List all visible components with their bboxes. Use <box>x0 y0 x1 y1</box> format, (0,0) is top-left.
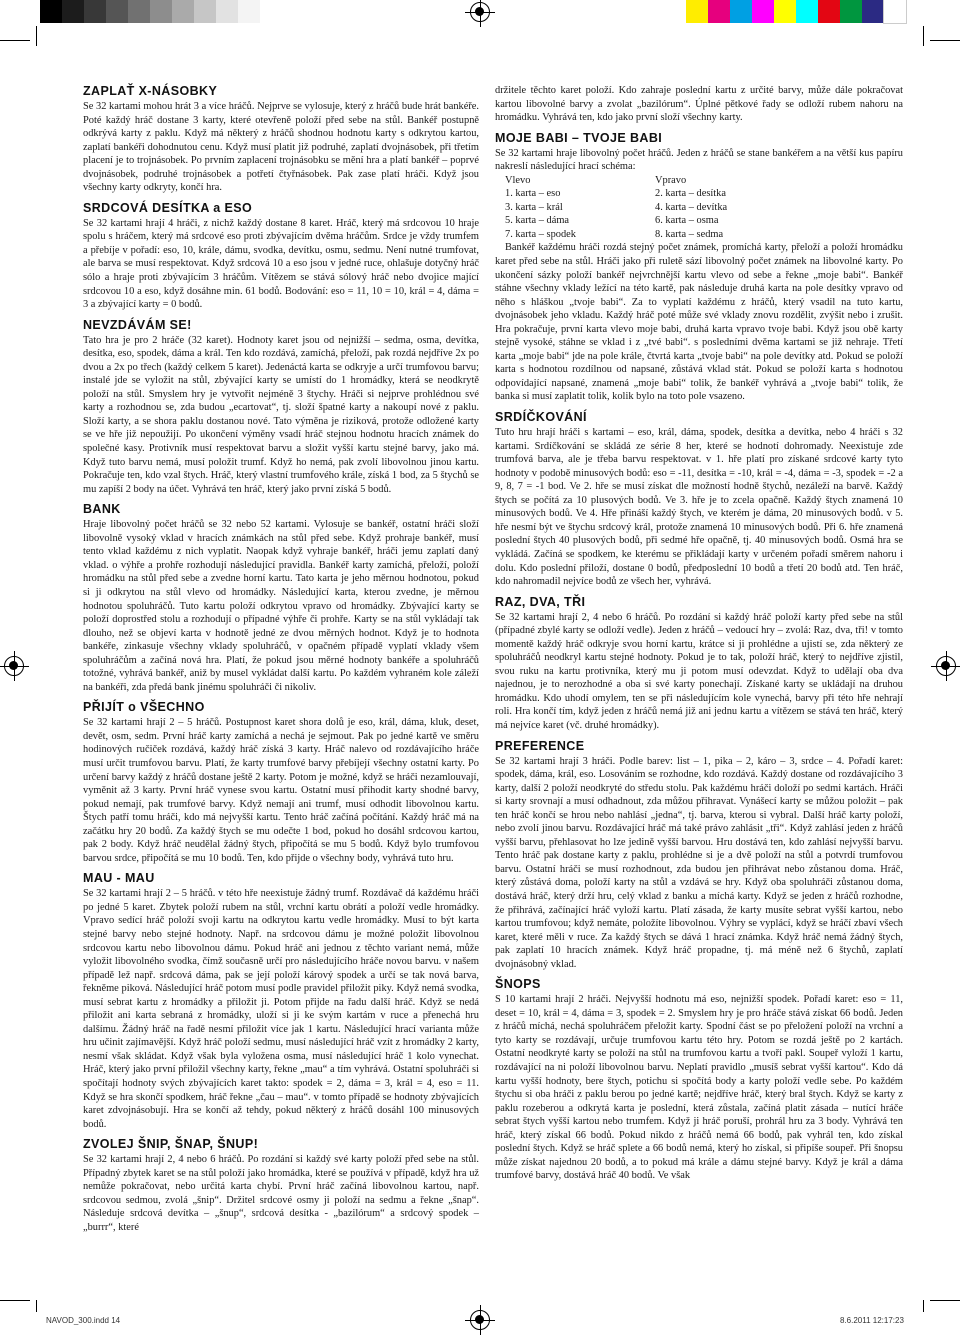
scheme-cell: 2. karta – desítka <box>655 188 726 200</box>
crop-mark <box>930 1300 960 1301</box>
scheme-cell: 3. karta – král <box>505 201 563 213</box>
section-title: ŠNOPS <box>495 977 541 992</box>
crop-mark <box>923 1300 924 1312</box>
paragraph: Tuto hru hrají hráči s kartami – eso, král, dáma, spodek, desítka a devítka, nebo 4 hráči s 32 kartami. Srdíčkování se skládá ze série 8 her, které se hodnotí dohromady. Neexistuje zde trumfová barva, ale je třeba barvu respektovat. v 1. hře platí pro získané srdcové karty tyto hodnoty v podobě minusových bodů: eso = -11, desítka = -10, král = -4, dáma = -3, spodek = -2 a 9, 8, 7 = -1 bod. Ve 2. hře se musí získat dle možností hodně štychů, nezáleží na barvě. Každý štych se počítá za 10 plusových bodů. Ve 3. hře je to zcela opačně. Každý štych znamená 10 minusových bodů. Ve 4. Hře přináší každý štych, ve kterém je dáma, 20 minusových bodů. v 5. hře nesmí být ve štychu srdcový král, protože znamená 10 minusových bodů. Při 6. hře znamená poslední štych 40 plusových bodů, při sedmé hře opačně, tj. 40 minusových bodů. Osmá hra se vykládá. Začíná se spodkem, ke kterému se přikládají karty v určeném pořadí směrem nahoru i dolu. Kdo poslední přiloží, dostane 0 bodů, předposlední 10 bodů a třetí 20 bodů atd. Ten hráč, kdo nahromadil nejvíce bodů ze všech her, vyhrává. <box>495 427 903 588</box>
color-swatch <box>752 0 774 23</box>
gray-swatch <box>238 0 260 23</box>
registration-mark-right <box>936 656 956 676</box>
paragraph: Se 32 kartami hrají 2, 4 nebo 6 hráčů. Po rozdání si každý hráč položí karty před sebe na stůl (případné zbylé karty se odloží vedle). Jeden z hráčů – vedoucí hry – zvolá: Raz, dva, tři! v tomto momentě každý hráč odkryje svou horní kartu, krátce si ji prohlédne a ujistí se, zda některý ze spoluhráčů neodkryl kartu stejné hodnoty. Pokud je to tak, položí hráč, který to nejdříve zjistil, svou ruku na kartu protivníka, který mu ji potom musí odevzdat. Když to udělají oba dva najednou, je to nerozhodné a oba si své karty ponechají. Získané karty se ukládají na druhou hromádku. Kdo uhodí omylem, ten se při následujícím kole vynechá, barvy při této hře nehrají roli. Hra končí tím, když jeden z hráčů nemá již ani jednu kartu a vítězem se stává ten hráč, který má nejvíce karet (vč. druhé hromádky). <box>495 611 903 731</box>
registration-mark-top <box>470 2 490 22</box>
paragraph: S 10 kartami hrají 2 hráči. Nejvyšší hodnotu má eso, nejnižší spodek. Pořadí karet: eso = 11, deset = 10, král = 4, dáma = 3, spodek = 2. Smyslem hry je pro hráče stává získat 66 bodů. Jeden z hráčů míchá, nechá spoluhráčem přeložit karty. Spodní část se po přeložení položí na vrchní a tyto karty se rozdávají, určuje trumfovou kartu této hry. Potom se rozdá ještě po 2 kartách. Ostatní neodkryté karty se položí na stůl na trumfovou kartu a tvoří pakl. Soupeř vyloží 1 kartu, rozdávající na ni položí libovolnou barvu. Neplatí pravidlo „musíš sebrat vyšší kartou“. Kdo dá kartu vyšší hodnoty, bere štych, potichu si spočítá body a karty položí vedle sebe. Po každém štychu si oba hráči z paklu berou po jedné kartě; nejdříve hráč, který bral štych. Když se karty z paklu rozeberou a odkrytá karta je poslední, která zůstala, začíná platit zásada – nutící hráče sebrat štych vyšší kartou nebo trumfem. Když ji hráč poruší, prohrál hru za 3 body. Vyhrává ten hráč, který získal 66 bodů. Pokud nikdo z hráčů nemá 66 bodů, pak vyhrál ten, kdo získal poslední štych. Když se hráč splete a 66 bodů nemá, který ho získal, si připíše soupeř. Při šnopsu může získat najednou 20 bodů, a to pokud má krále a dámu stejné barvy. Když je král a dáma trumfové barvy, dostává hráč 40 bodů. Ve však <box>495 994 903 1182</box>
registration-mark-left <box>4 656 24 676</box>
scheme-cell: 5. karta – dáma <box>505 215 570 227</box>
paragraph: Se 32 kartami hrají 2 – 5 hráčů. Postupnost karet shora dolů je eso, král, dáma, kluk, deset, devět, osm, sedm. První hráč karty zamíchá a nechá je sejmout. Pak po jedné kartě ve směru hodinových ručiček rozdává, každý hráč získá 3 karty. Hráč nalevo od rozdávajícího hráče musí určit trumfovou barvu. Platí, že karty trumfové barvy přebíjejí všechny ostatní karty. Po určení barvy každý z hráčů dostane ještě 2 karty. Potom je možné, když se hráči nezamlouvají, vyměnit až 3 karty. První hráč vynese svou kartu. Ostatní musí přihodit karty shodné barvy, pokud nemají, pak trumfové barvy. Když nemají ani trumf, musí odhodit libovolnou kartu. Štych patří tomu hráči, kdo má nejvyšší kartu. Tento hráč začíná počítání. Každý hráč má na začátku hry 20 bodů. Za každý štych se mu odečte 1 bod, pokud ho dosáhl srdcovou kartou, pak 2 body. Když hráč neudělal žádný štych, připočítá se mu 5 bodů. Když bylo trumfovou barvou srdce, připočítá se mu 10 bodů. Ten, kdo přijde o všechny body, vyhrává tuto hru. <box>83 717 479 864</box>
paragraph: Se 32 kartami hrají 2 – 5 hráčů. v této hře neexistuje žádný trumf. Rozdávač dá každému hráči po jedné 5 karet. Zbytek položí rubem na stůl, vrchní kartu obrátí a položí vedle hromádky. Vpravo sedící hráč položí svoji kartu na odkrytou kartu vedle hromádky. Musí to být karta stejné barvy nebo stejné hodnoty. Např. na srdcovou dámu je možné položit libovolnou srdcovou kartu nebo libovolnou dámu. Pokud hráč ani jednou z těchto variant nemá, může vyložit libovolného svodka, čímž současně určí pro následujícího hráče novou barvu. v našem případě lež např. srdcová dáma, pak se její položí kárový spodek a určí se tak nová barva, řekněme piková. Následující hráč potom musí podle pravidel přiložit piky. Když nemá svodka, musí sebrat kartu z hromádky a přiložit ji. Potom přijde na řadu další hráč. Když se nedá přiložit ani karta sebraná z hromádky, uloží si ji ke svým kartám v ruce a přenechá hru dalšímu. Žádný hráč na řadě nesmí přiložit více jak 1 kartu. Následující hrací varianta může hru učinit zajímavější. Když hráč položí sedmu, musí následující hráč vzít z hromádky 2 karty, nesmí však skládat. Když však byla vyložena osma, musí následující hráč 1 kolo vynechat. Hráč, který jako první přiložil všechny karty, řekne „mau“ a tím vyhrává. Ostatní spoluhráči si spočítají hodnoty svých zbývajících karet takto: spodek = 2, dáma = 3, král = 4, eso = 11. Když se hra skončí spodkem, hráč řekne „čau – mau“. v tomto případě se hodnoty zbývajících karet zdvojnásobují. Hra se končí až tehdy, pokud některý z hráčů dosáhl 100 minusových bodů. <box>83 888 479 1130</box>
section-title: RAZ, DVA, TŘI <box>495 594 586 609</box>
gray-swatch <box>172 0 194 23</box>
gray-swatch <box>106 0 128 23</box>
crop-mark <box>930 40 960 41</box>
paragraph: Se 32 kartami hrají 4 hráči, z nichž každý dostane 8 karet. Hráč, který má srdcovou 10 hraje spolu s hráčem, který má srdcové eso proti zbývajícím dvěma hráčům. Srdce je vždy trumfem a přebíje v pořadí: eso, 10, krále, dámu, svodka, devítku, osmu, sedmu. Není nutné trumfovat, ale barva se musí respektovat. Když srdcová 10 a eso jsou v jedné ruce, ohlašuje dotyčný hráč sólo a hraje proti zbývajícím 3 hráčům. Vítězem se stává sólový hráč nebo dvojice mající srdcovou 10 a eso, když dosáhne min. 61 bodů. Bodování: eso = 11, 10 = 10, král = 4, dáma = 3 a zbývající karty = 0 bodů. <box>83 217 479 311</box>
section-title: PREFERENCE <box>495 738 585 753</box>
gray-swatch <box>150 0 172 23</box>
date-slug: 8.6.2011 12:17:23 <box>840 1316 904 1325</box>
paragraph: Hraje libovolný počet hráčů se 32 nebo 52 kartami. Vylosuje se bankéř, ostatní hráči složí libovolně vysoký vklad v hracích známkách na stůl před sebe. Když prohraje bankéř, musí tento vklad každému z nich vyplatit. Naopak když vyhraje bankéř, hráči jemu zaplatí daný vklad. o výhře a prohře rozhodují následující pravidla. Bankéř karty zamíchá, přeloží, položí hromádku na stůl před sebe a zvedne horní kartu. Tato karta je jeho měrnou hodnotou, pokud si ji odkrytou na stůl vlevo od hromádky. Následující karta, kterou zvedne, je měrnou hodnotou spoluhráčů. Tuto kartu položí odkrytou vpravo od hromádky. Zbývající karty se položí doprostřed stolu a rozhodují o případné výhře či prohře. Karty se na stůl vykládají tak dlouho, než se objeví karta v hodnotě jedné ze dvou měrných hodnot. Když je to hodnota bankéře, zinkasuje všechny vklady spoluhráčů, v opačném případě vyplatí vklady všem spoluhráčům a začíná nová hra. Platí, že pokud jsou měrné hodnoty bankéře a spoluhráčů totožné, vyhrává bankéř, aniž by musel vykládat další kartu. Po každém vyhraném kole záleží na bankéři, zda předá bank jinému spoluhráči či nikoliv. <box>83 519 479 693</box>
scheme-cell: 6. karta – osma <box>655 215 719 227</box>
section-title: MOJE BABI – TVOJE BABI <box>495 130 663 145</box>
color-swatch <box>774 0 796 23</box>
left-column <box>83 84 479 1234</box>
section-title: MAU - MAU <box>83 871 155 886</box>
paragraph: držitele těchto karet položí. Kdo zahraje poslední kartu z určité barvy, může dále pokračovat kartou libovolné barvy a zvolat „bazilórum“. Úplné pětkové řady se odloží rubem nahoru na hromádku. Vyhrává ten, kdo jako první složí všechny karty. <box>495 85 903 124</box>
color-swatch <box>686 0 708 23</box>
section-title: NEVZDÁVÁM SE! <box>83 317 192 332</box>
scheme-cell: 1. karta – eso <box>505 188 561 200</box>
crop-mark <box>36 26 37 46</box>
paragraph: Se 32 kartami hraje libovolný počet hráčů. Jeden z hráčů se stane bankéřem a na větší kus papíru nakreslí následující hrací schéma: <box>495 147 903 173</box>
color-swatch <box>840 0 862 23</box>
file-slug: NAVOD_300.indd 14 <box>46 1316 121 1325</box>
scheme-cell: 4. karta – devítka <box>655 201 728 213</box>
color-swatch <box>818 0 840 23</box>
gray-swatch <box>194 0 216 23</box>
crop-mark <box>0 1300 30 1301</box>
color-swatch <box>708 0 730 23</box>
color-swatch <box>862 0 884 23</box>
registration-mark-bottom <box>470 1310 490 1330</box>
color-swatch <box>730 0 752 23</box>
section-title: BANK <box>83 502 121 517</box>
color-swatch <box>796 0 818 23</box>
gray-swatch <box>216 0 238 23</box>
gray-swatch <box>40 0 62 23</box>
paragraph: Se 32 kartami hrají 2, 4 nebo 6 hráčů. Po rozdání si každý své karty položí před sebe na stůl. Případný zbytek karet se na stůl položí jako hromádka, které se používá v případě, když hra už nemůže pokračovat, nebo určitá karta chybí. První hráč začíná libovolnou kartou, např. srdcovou sedmou, zvolá „šnip“. Držitel srdcové osmy ji položí na sedmu a řekne „šnap“. Následuje srdcová devítka – „šnup“, srdcová desítka - „bazilórum“ a srdcový spodek – „burrr“, které <box>83 1154 479 1233</box>
section-title: ZVOLEJ ŠNIP, ŠNAP, ŠNUP! <box>83 1137 259 1152</box>
gray-swatch <box>84 0 106 23</box>
gray-swatch <box>62 0 84 23</box>
section-title: SRDCOVÁ DESÍTKA a ESO <box>83 200 253 215</box>
scheme-head-left: Vlevo <box>505 174 531 186</box>
section-title: PŘIJÍT o VŠECHNO <box>83 700 205 715</box>
crop-mark <box>36 1300 37 1312</box>
paragraph: Se 32 kartami mohou hrát 3 a více hráčů. Nejprve se vylosuje, který z hráčů bude hrát bankéře. Poté každý hráč dostane 3 karty, které otevřeně položí před sebe na stůl. Bankéř postupně odkrývá karty z paklu. Když má některý z hráčů shodnou hodnotu karty s odkrytou kartou, zaplatí bankéři dohodnutou cenu. Když musí platit již podruhé, zaplatí dvojnásobek, při třetím placení je to trojnásobek. Po prvním zaplacení trojnásobku se mění hra a platí bankéř – poprvé dvojnásobek, podruhé trojnásobek a potřetí čtyřnásobek. Pak zase platí hráči. Když jsou všechny karty odkryty, končí hra. <box>83 101 479 194</box>
paragraph: Bankéř každému hráči rozdá stejný počet známek, promíchá karty, přeloží a položí hromádku karet před sebe na stůl. Hráči jako při ruletě sází libovolný počet známek na libovolné karty. Po ukončení sázky položí bankéř nejvrchnější kartu vlevo od sebe a řekne „moje babi“. Bankéř stáhne všechny vklady ležící na této kartě, pak následuje druhá karta na pole desítky vpravo od něho s hláškou „tvoje babi“. Za to vyplatí každému z hráčů, který vsadil na tuto kartu, dvojnásobek jeho vkladu. Každý hráč poté může své vklady znovu rozdělit, zvýšit nebo i zrušit. Hra pokračuje, první karta vlevo moje babi, druhá karta vpravo tvoje babi. Když jsou obě karty stejně vysoké, stáhne se vklad i z „tvé babi“. s posledními dvěma kartami se již nehraje. Třetí karta „moje babi“ jde na pole krále, čtvrtá karta „tvoje babi“ na pole devítky atd. Pokud se položí karta s hodnotou rozdílnou od napsané, zůstává vklad stát. Pokud se položí karta s hodnotou odpovídající napsané, znamená „moje babi“ tolik, že bankéř vyhrává a „tvoje babi“ tolik, že banka si musí zaplatit tolik, kolik bylo na toto pole vsazeno. <box>495 242 903 403</box>
crop-mark <box>923 26 924 46</box>
paragraph: Se 32 kartami hrají 3 hráči. Podle barev: list – 1, pika – 2, káro – 3, srdce – 4. Pořadí karet: spodek, dáma, král, eso. Losováním se rozhodne, kdo rozdává. Každý dostane od rozdávajícího 3 karty, další 2 položí neodkryté do středu stolu. Pak každému hráči doloží po sedmi kartách. Hráči si karty srovnají a musí odhadnout, zda můžou přihravat. Vynášecí karty se můžou položit – pak ten hráč končí se hrou nebo nahlásí „jedna“, tj. barva, kterou si vybral. Další hráč karty položí, nebo zvolí jinou barvu. Rozdávající hráč má také právo zahlásit „tři“. Když zahlásí jeden z hráčů vyšší barvu, přehlasovat ho lze jedině vyšší barvou. Hru dostává ten, kdo zahlásí nejvyšší barvu. Tento hráč pak dostane karty z paklu, prohlédne si je a dvě položí na stůl a potvrdí trumfovou barvu. Ostatní hráči se musí rozhodnout, zda budou jen přihrávat nebo zůstanou doma. Hráč, který zůstává doma, položí karty na stůl a vzdává se hry. Když oba spoluhráči zůstanou doma, dostává hráč, který drží hru, celý vklad z banku a míchá karty. Když se jeden z hráčů rozhodne, že přihrává, začínající hráč vyloží kartu. Platí zásada, že karty musíte sebrat vyšší kartou, nebo kartou trumfovou; když nemáte, položíte libovolnou. Výhry se vyplácí, když se hráčí zbaví všech karet, které měli v ruce. Za každý štych se dává 1 hrací známka. Když hráč nemá žádný štych, pak zaplatí 10 hracích známek. Když hráč propadne, tj. má méně než 6 štychů, zaplatí dvojnásobný vklad. <box>495 755 903 970</box>
scheme-head-right: Vpravo <box>655 174 687 186</box>
color-swatch <box>884 0 906 23</box>
gray-swatch <box>128 0 150 23</box>
scheme-cell: 8. karta – sedma <box>655 228 724 240</box>
crop-mark <box>0 40 30 41</box>
section-title: ZAPLAŤ X-NÁSOBKY <box>83 84 218 98</box>
scheme-cell: 7. karta – spodek <box>505 228 576 240</box>
section-title: SRDÍČKOVÁNÍ <box>495 410 587 425</box>
right-column <box>495 84 903 1183</box>
paragraph: Tato hra je pro 2 hráče (32 karet). Hodnoty karet jsou od nejnižší – sedma, osma, devítka, desítka, eso, spodek, dáma a král. Ten kdo rozdává, zamíchá, přeloží, pak rozdá nejdříve 2x po dvou a 2x po třech (každý celkem 5 karet). Jedenáctá karta se odkryje a určí trumfovou barvu; instalé jde se vyložit na stůl, zbývající karty se umístí do 1 hromádky, která se neodkrytě položí na stůl. Smyslem hry je vytvořit nejméně 3 štychy. Hráči si nejprve prohlédnou své karty a rozhodnou se, zda budou „ecartovat“, tj. složí špatné karty a nakoupí nové z paklu. Složí karty, a se shora paklu dostanou nové. Tato výměna je riziková, protože odložené karty se ve hře již nepoužijí. Po ukončení výměny vsadí hráč stejnou hodnotu hracích známek do společné kasy. Protivník musí respektovat barvu a složit vyšší kartu stejné barvy, jako má. Když tuto barvu nemá, musí položit trumf. Když ho nemá, pak zvolí libovolnou jinou kartu. Pokračuje ten, kdo vzal štych. Hráč, který vlastní trumfového krále, získá 1 bod, za 5 štychů se mu zapíší 2 body na účet. Vyhrává ten hráč, který jako první získá 5 bodů. <box>83 334 479 495</box>
game-scheme <box>505 174 903 242</box>
